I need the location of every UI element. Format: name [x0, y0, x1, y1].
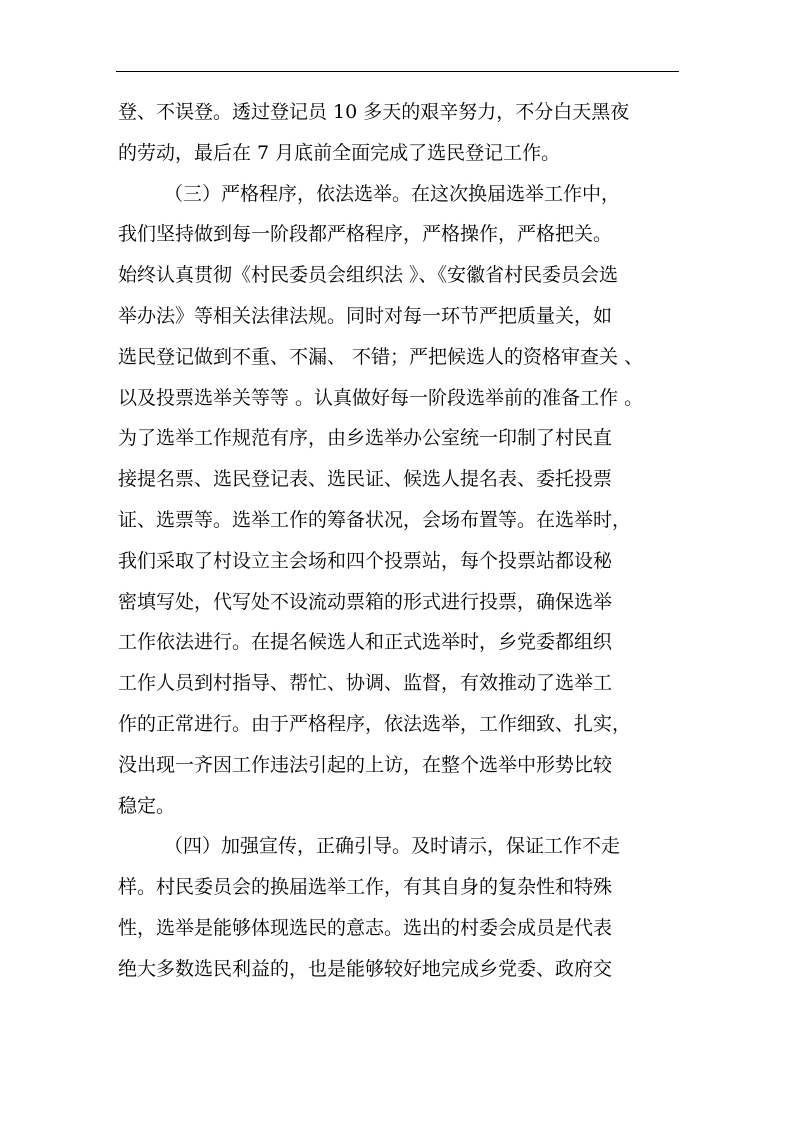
text-line: 的劳动，最后在 7 月底前全面完成了选民登记工作。 [118, 141, 561, 164]
text-line: 以及投票选举关等等 。认真做好每一阶段选举前的准备工作 。 [118, 386, 644, 409]
text-line: 我们采取了村设立主会场和四个投票站，每个投票站都设秘 [118, 549, 613, 572]
text-line: 工作依法进行。在提名候选人和正式选举时，乡党委都组织 [118, 631, 613, 654]
body-text [118, 92, 684, 990]
text-line: 举办法》等相关法律法规。同时对每一环节严把质量关，如 [118, 304, 613, 327]
text-line: 密填写处，代写处不设流动票箱的形式进行投票，确保选举 [118, 590, 613, 613]
text-line: 登、不误登。透过登记员 10 多天的艰辛努力，不分白天黑夜 [118, 101, 630, 123]
text-line: 选民登记做到不重、不漏、 不错；严把候选人的资格审查关 、 [118, 345, 644, 368]
text-line: 没出现一齐因工作违法引起的上访，在整个选举中形势比较 [118, 753, 613, 776]
text-line: 接提名票、选民登记表、选民证、候选人提名表、委托投票 [118, 468, 613, 491]
text-line: 证、选票等。选举工作的筹备状况，会场布置等。在选举时， [118, 508, 632, 531]
text-line: 作的正常进行。由于严格程序，依法选举，工作细致、扎实， [118, 712, 632, 735]
header-rule [116, 71, 679, 72]
section-heading-line: （三）严格程序，依法选举。在这次换届选举工作中， [164, 182, 621, 205]
text-line: 为了选举工作规范有序，由乡选举办公室统一印制了村民直 [118, 427, 613, 450]
text-line: 绝大多数选民利益的，也是能够较好地完成乡党委、政府交 [118, 957, 613, 980]
text-line: 工作人员到村指导、帮忙、协调、监督，有效推动了选举工 [118, 672, 613, 695]
text-line: 稳定。 [118, 794, 176, 817]
text-line: 性，选举是能够体现选民的意志。选出的村委会成员是代表 [118, 916, 613, 939]
text-line: 样。村民委员会的换届选举工作，有其自身的复杂性和特殊 [118, 876, 613, 899]
text-line: 始终认真贯彻《村民委员会组织法 》、《安徽省村民委员会选 [118, 264, 619, 287]
text-line: 我们坚持做到每一阶段都严格程序，严格操作，严格把关。 [118, 223, 613, 246]
section-heading-line: （四）加强宣传，正确引导。及时请示，保证工作不走 [164, 835, 621, 858]
